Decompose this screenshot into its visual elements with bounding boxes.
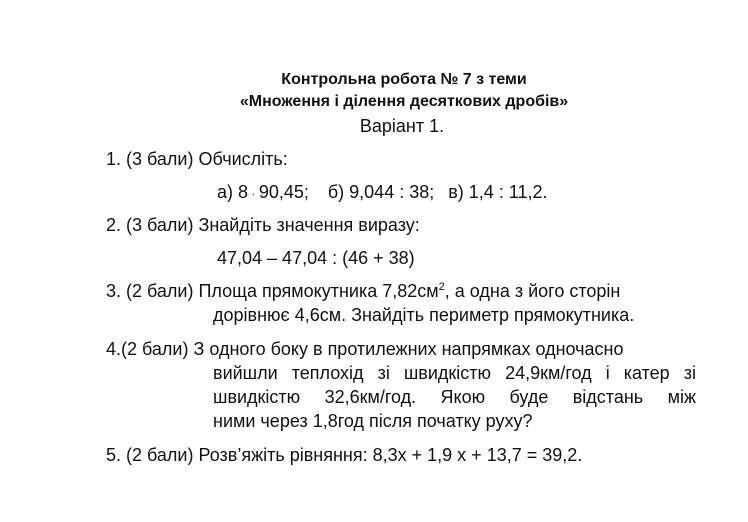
multiplication-dot: . [252,187,255,198]
task-5-label: 5. (2 бали) Розв’яжіть рівняння: 8,3х + 1,9 х + 13,7 = 39,2. [106,445,583,465]
task-4-line-1: 4.(2 бали) З одного боку в протилежних напрямках одночасно [106,339,624,359]
task-1-items [217,181,548,204]
task-3-text-a: 3. (2 бали) Площа прямокутника 7,82см [106,281,439,301]
task-4-line-3: швидкістю 32,6км/год. Якою буде відстань між [213,387,696,407]
task-1b: б) 9,044 : 38; [327,182,435,202]
task-3-line-2: дорівнює 4,6см. Знайдіть периметр прямокутника. [213,305,635,325]
task-1a-rest: 90,45; [258,182,309,202]
task-2-expression: 47,04 – 47,04 : (46 + 38) [217,248,415,268]
squared-superscript: 2 [438,281,445,293]
task-3-line-1 [106,280,620,302]
variant-label: Варіант 1. [359,116,445,136]
task-1c: в) 1,4 : 11,2. [448,182,548,202]
task-4-line-4: ними через 1,8год після початку руху? [213,411,533,431]
task-4-line-2: вийшли теплохід зі швидкістю 24,9км/год і катер зі [213,363,696,383]
task-1-label: 1. (3 бали) Обчисліть: [106,149,288,169]
document-title-line-1: Контрольна робота № 7 з теми [281,71,527,88]
task-1a-prefix: а) 8 [217,182,249,202]
task-3-text-b: , а одна з його сторін [444,281,621,301]
task-2-label: 2. (3 бали) Знайдіть значення виразу: [106,215,420,235]
document-title-line-2: «Множення і ділення десяткових дробів» [239,93,569,110]
